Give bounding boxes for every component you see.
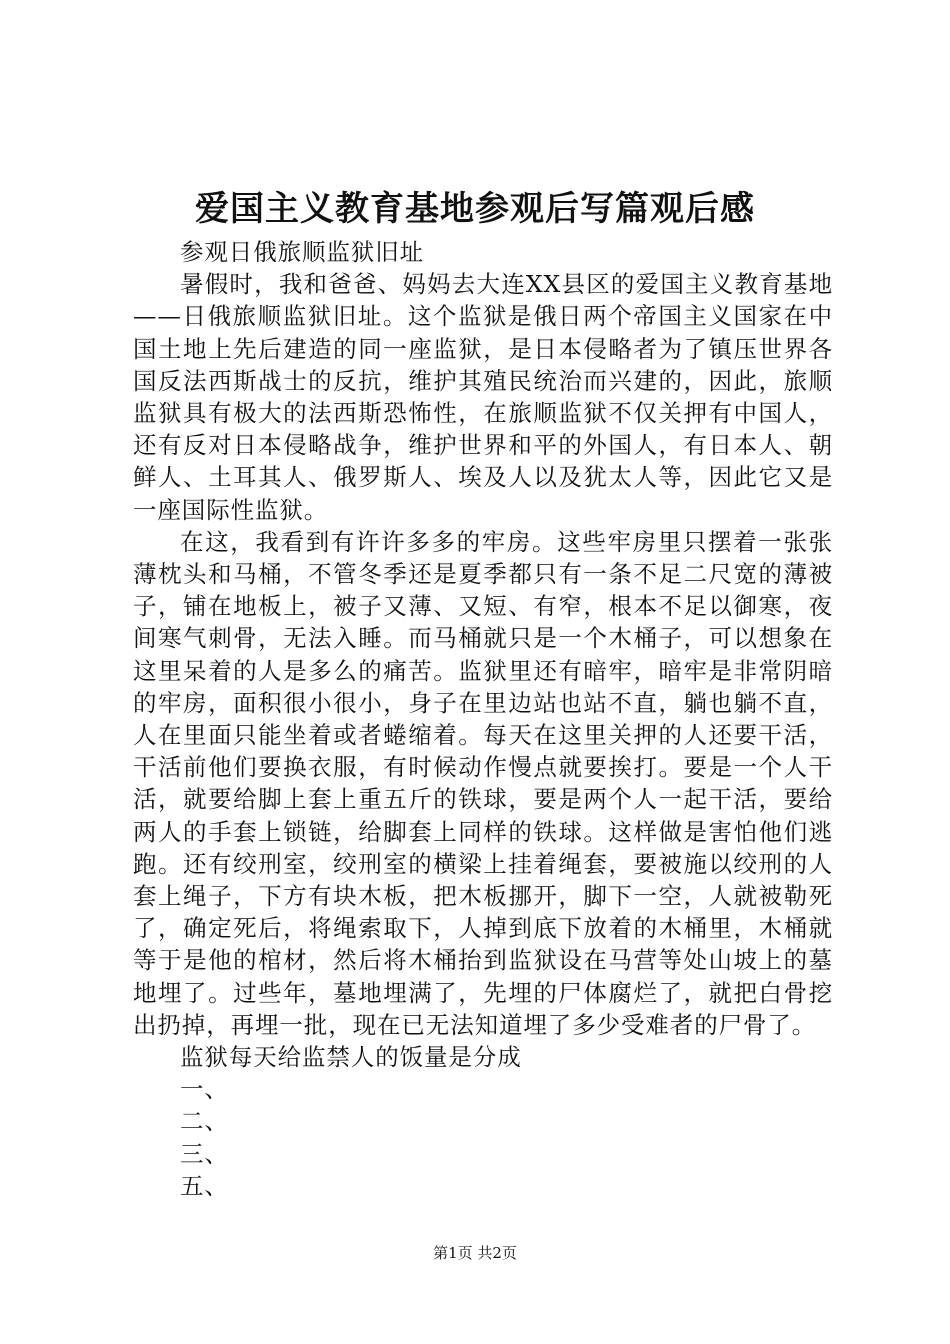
list-item-five: 五、 [180, 1171, 229, 1200]
page-footer: 第1页 共2页 [433, 1244, 517, 1262]
paragraph-intro: 暑假时，我和爸爸、妈妈去大连XX县区的爱国主义教育基地——日俄旅顺监狱旧址。这个监狱是俄日两个帝国主义国家在中国土地上先后建造的同一座监狱，是日本侵略者为了镇压世界各国反法西斯战士的反抗，维护其殖民统治而兴建的，因此，旅顺监狱具有极大的法西斯恐怖性，在旅顺监狱不仅关押有中国人，还有反对日本侵略战争，维护世界和平的外国人，有日本人、朝鲜人、土耳其人、俄罗斯人、埃及人以及犹太人等，因此它又是一座国际性监狱。 [133, 270, 833, 524]
document-body [133, 236, 833, 1202]
document-title: 爱国主义教育基地参观后写篇观后感 [195, 189, 755, 229]
paragraph-food: 监狱每天给监禁人的饭量是分成 [180, 1043, 522, 1072]
paragraph-subtitle: 参观日俄旅顺监狱旧址 [180, 238, 424, 266]
paragraph-cells: 在这，我看到有许许多多的牢房。这些牢房里只摆着一张张薄枕头和马桶，不管冬季还是夏季都只有一条不足二尺宽的薄被子，铺在地板上，被子又薄、又短、有窄，根本不足以御寒，夜间寒气刺骨，无法入睡。而马桶就只是一个木桶子，可以想象在这里呆着的人是多么的痛苦。监狱里还有暗牢，暗牢是非常阴暗的牢房，面积很小很小，身子在里边站也站不直，躺也躺不直，人在里面只能坐着或者蜷缩着。每天在这里关押的人还要干活，干活前他们要换衣服，有时候动作慢点就要挨打。要是一个人干活，就要给脚上套上重五斤的铁球，要是两个人一起干活，要给两人的手套上锁链，给脚套上同样的铁球。这样做是害怕他们逃跑。还有绞刑室，绞刑室的横梁上挂着绳套，要被施以绞刑的人套上绳子，下方有块木板，把木板挪开，脚下一空，人就被勒死了，确定死后，将绳索取下，人掉到底下放着的木桶里，木桶就等于是他的棺材，然后将木桶抬到监狱设在马营等处山坡上的墓地埋了。过些年，墓地埋满了，先埋的尸体腐烂了，就把白骨挖出扔掉，再埋一批，现在已无法知道埋了多少受难者的尸骨了。 [133, 527, 833, 1039]
list-item-three: 三、 [180, 1139, 229, 1168]
list-item-two: 二、 [180, 1107, 229, 1136]
list-item-one: 一、 [180, 1075, 229, 1104]
